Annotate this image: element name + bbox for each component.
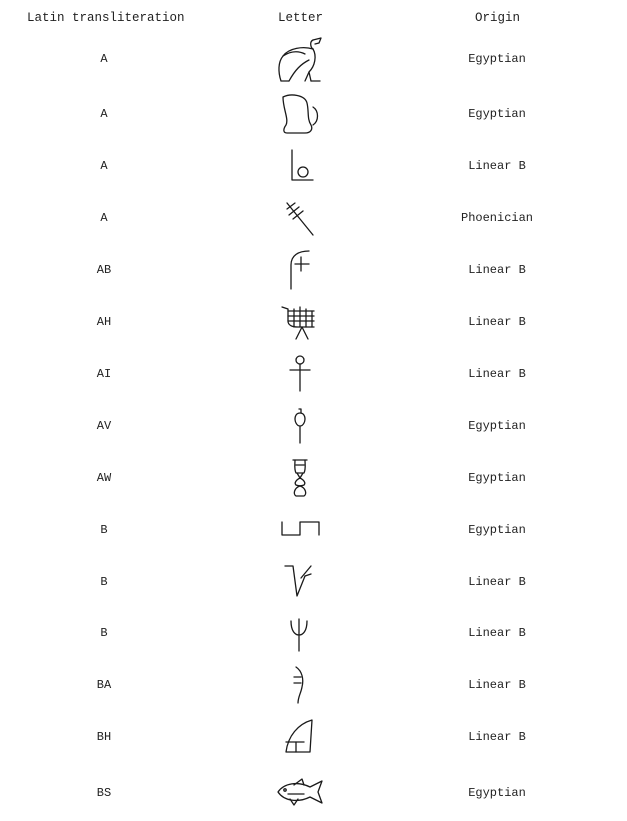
table-row-4-origin: Phoenician bbox=[460, 211, 534, 225]
table-row-11-latin: B bbox=[100, 575, 108, 589]
linear-b-bh-icon bbox=[282, 718, 316, 756]
table-row-9-origin: Egyptian bbox=[468, 471, 526, 485]
table-row-7-latin: AI bbox=[96, 367, 112, 381]
table-row-5-latin: AB bbox=[96, 263, 112, 277]
table-row-10-origin: Egyptian bbox=[468, 523, 526, 537]
table-row-14-latin: BH bbox=[96, 730, 112, 744]
table-row-3-latin: A bbox=[100, 159, 108, 173]
table-row-11-origin: Linear B bbox=[468, 575, 526, 589]
table-row-3-origin: Linear B bbox=[468, 159, 526, 173]
linear-b-ab-icon bbox=[287, 249, 313, 291]
heart-windpipe-hieroglyph-icon bbox=[291, 407, 309, 445]
table-row-10-latin: B bbox=[100, 523, 108, 537]
table-row-1-latin: A bbox=[100, 52, 108, 66]
table-row-6-latin: AH bbox=[96, 315, 112, 329]
table-row-2-latin: A bbox=[100, 107, 108, 121]
table-row-9-latin: AW bbox=[96, 471, 112, 485]
linear-b-a-icon bbox=[289, 148, 315, 184]
house-plan-hieroglyph-icon bbox=[280, 518, 322, 538]
table-row-15-latin: BS bbox=[96, 786, 112, 800]
vulture-hieroglyph-icon bbox=[275, 36, 325, 84]
arm-hieroglyph-icon bbox=[277, 93, 323, 135]
table-row-12-origin: Linear B bbox=[468, 626, 526, 640]
linear-b-ba-icon bbox=[290, 665, 310, 705]
table-row-8-origin: Egyptian bbox=[468, 419, 526, 433]
table-row-13-latin: BA bbox=[96, 678, 112, 692]
header-origin: Origin bbox=[475, 11, 521, 25]
table-row-13-origin: Linear B bbox=[468, 678, 526, 692]
table-row-12-latin: B bbox=[100, 626, 108, 640]
table-row-7-origin: Linear B bbox=[468, 367, 526, 381]
table-row-5-origin: Linear B bbox=[468, 263, 526, 277]
table-row-2-origin: Egyptian bbox=[468, 107, 526, 121]
table-row-14-origin: Linear B bbox=[468, 730, 526, 744]
fish-hieroglyph-icon bbox=[274, 777, 326, 807]
table-row-8-latin: AV bbox=[96, 419, 112, 433]
phoenician-aleph-icon bbox=[283, 199, 317, 237]
linear-b-ah-icon bbox=[280, 303, 320, 341]
linear-b-ai-icon bbox=[287, 355, 313, 393]
header-letter: Letter bbox=[278, 11, 324, 25]
table-row-15-origin: Egyptian bbox=[468, 786, 526, 800]
vessel-hieroglyph-icon bbox=[289, 457, 311, 499]
linear-b-b-trident-icon bbox=[287, 617, 311, 653]
table-row-6-origin: Linear B bbox=[468, 315, 526, 329]
table-row-4-latin: A bbox=[100, 211, 108, 225]
linear-b-b-zigzag-icon bbox=[283, 562, 317, 598]
table-row-1-origin: Egyptian bbox=[468, 52, 526, 66]
header-latin-transliteration: Latin transliteration bbox=[27, 11, 185, 25]
